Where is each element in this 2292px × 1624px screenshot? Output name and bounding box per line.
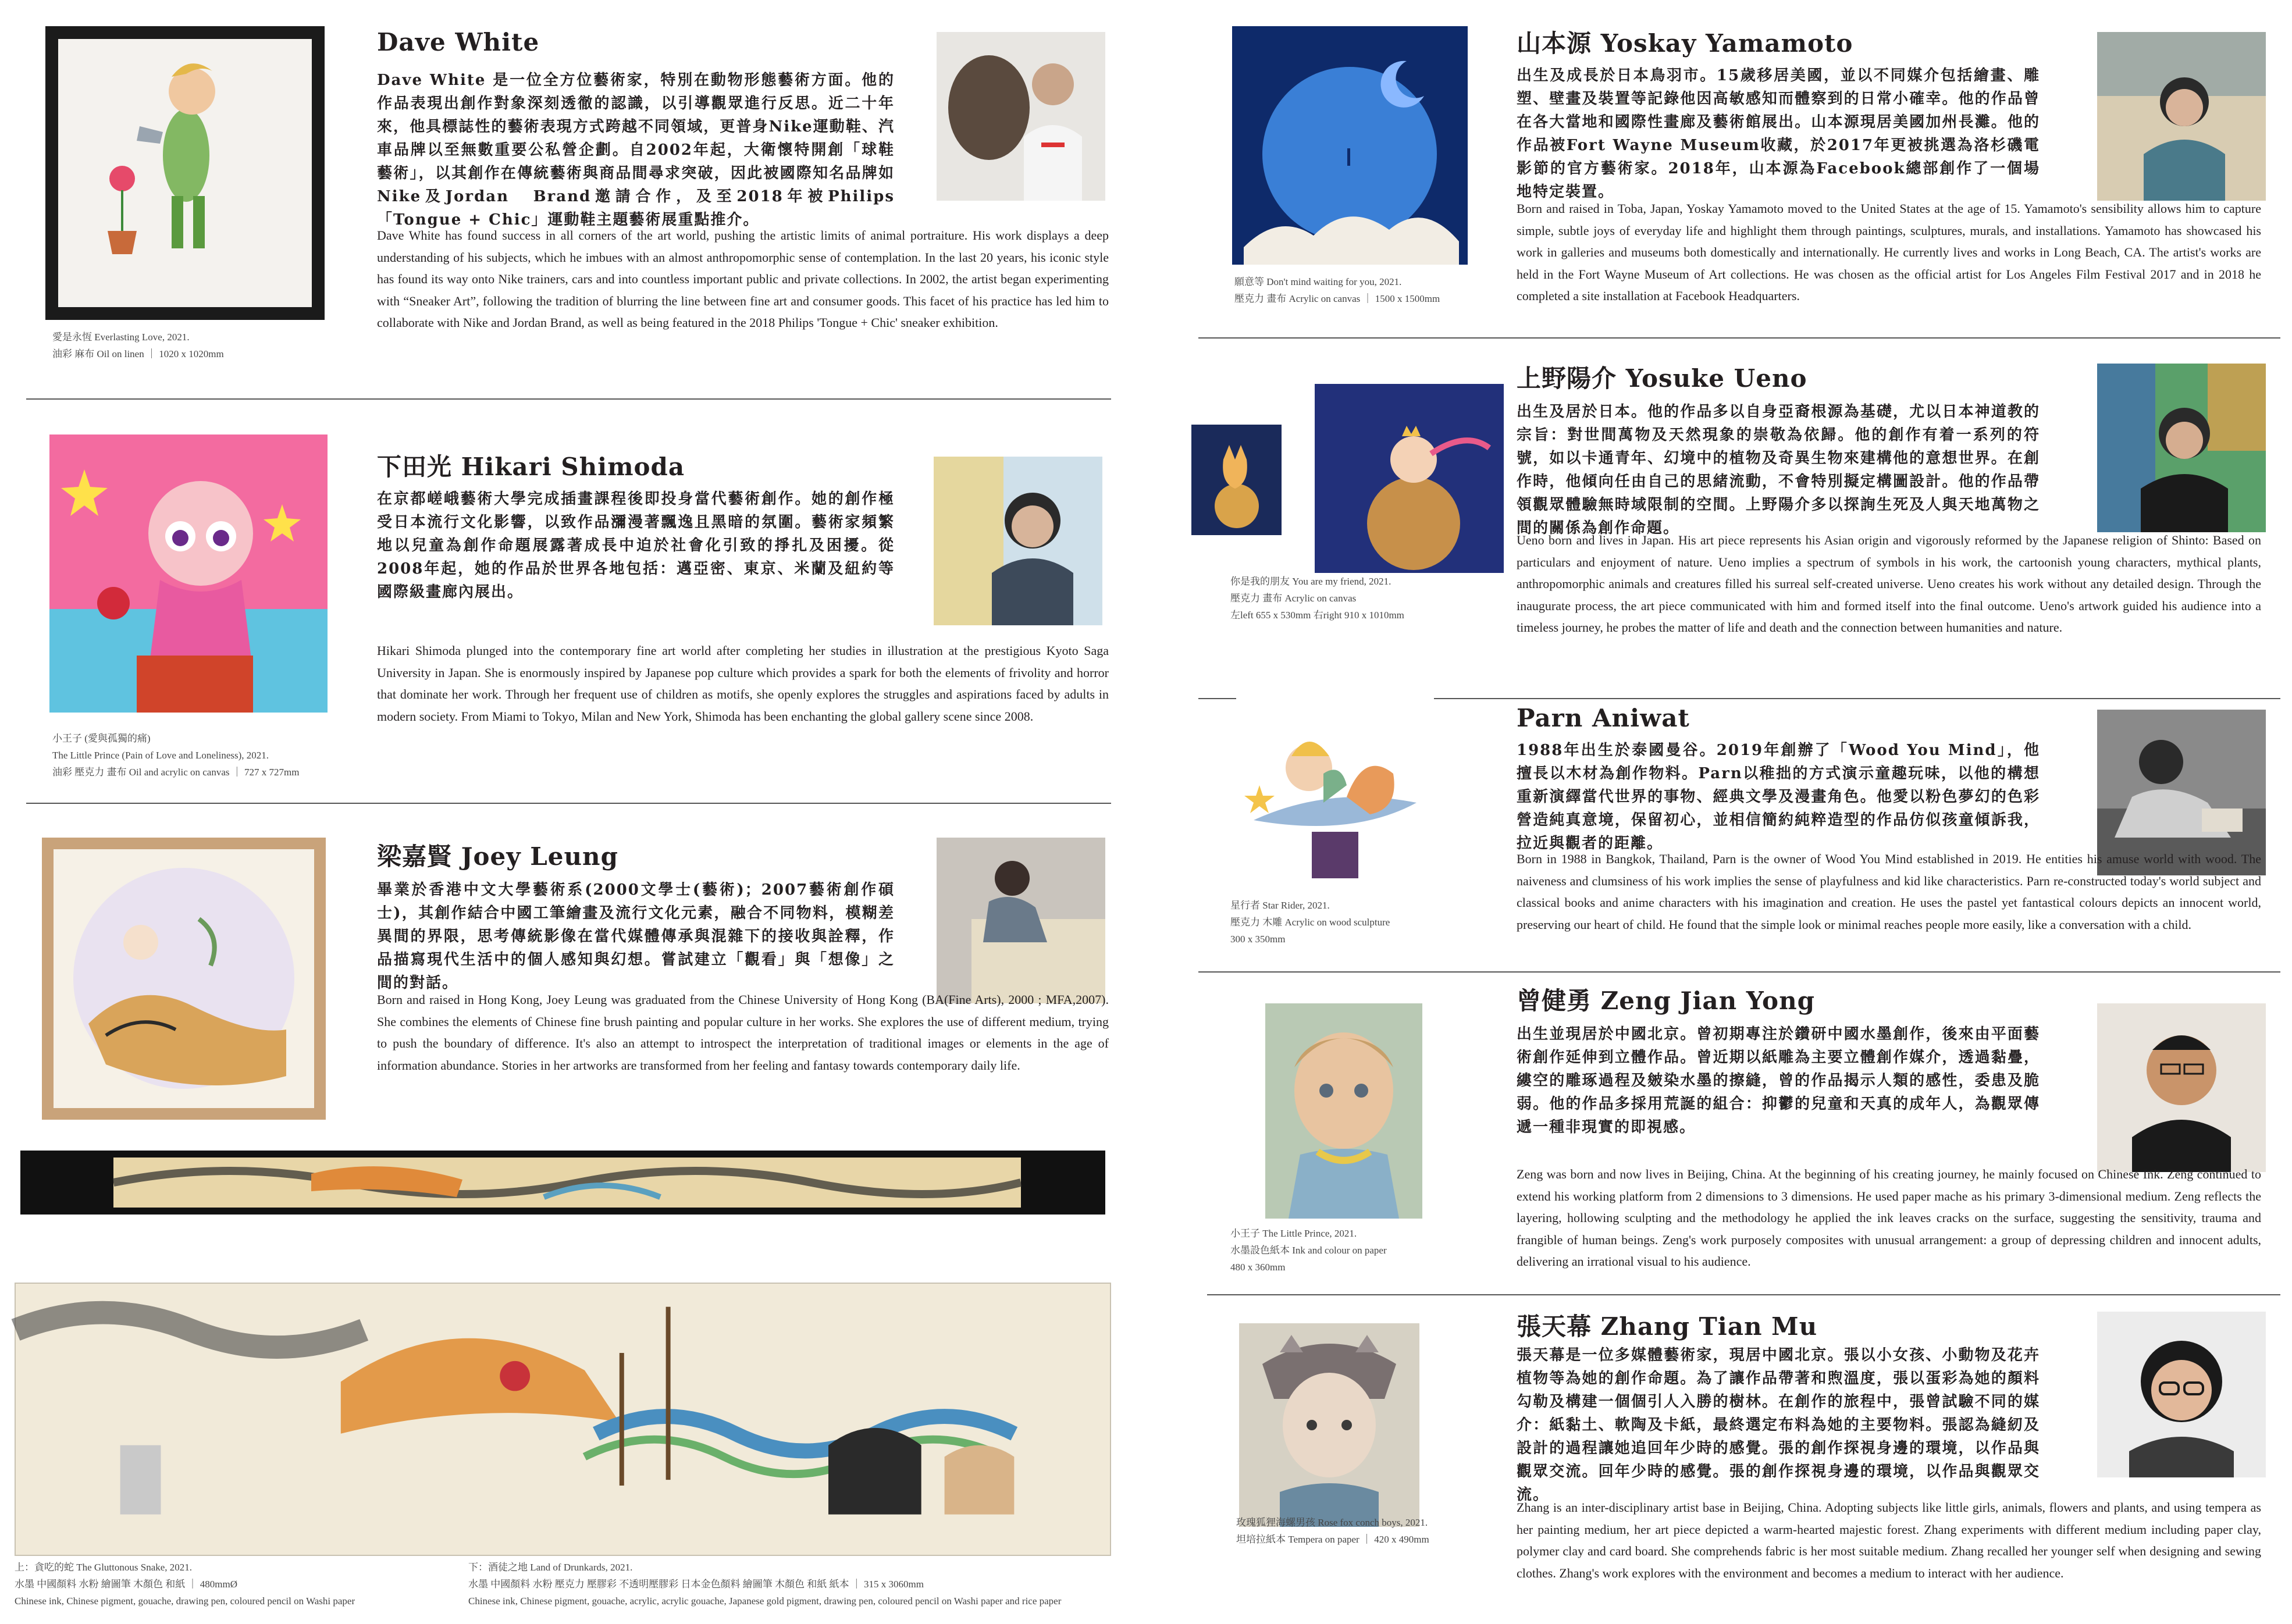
caption-title: 願意等 Don't mind waiting for you, 2021.: [1234, 276, 1402, 287]
portrait-image: [934, 457, 1102, 625]
caption-joey-leung-upper: [15, 1559, 355, 1609]
you-are-my-friend-left-painting: [1191, 425, 1282, 535]
artist-portrait-zeng-jian-yong: [2097, 1003, 2266, 1172]
caption-medium-zh: 水墨 中國顏料 水粉 壓克力 壓膠彩 不透明壓膠彩 日本金色顏料 繪圖筆 木顏色 和紙 紙本 ｜ 315 x 3060mm: [468, 1579, 924, 1590]
caption-title-zh: 小王子 (愛與孤獨的痛): [52, 733, 151, 744]
artwork-scroll-rolled: [20, 1151, 1105, 1215]
you-are-my-friend-right-painting: [1315, 384, 1504, 573]
section-divider: [26, 803, 1111, 804]
artist-portrait-yosuke-ueno: [2097, 364, 2266, 532]
artist-bio-chinese: 1988年出生於泰國曼谷。2019年創辦了「Wood You Mind」，他擅長以木材為創作物料。Parn以稚拙的方式演示童趣玩味，以他的構想重新演繹當代世界的事物、經典文學及漫畫角色。他愛以粉色夢幻的色彩營造純真意境，保留初心，並相信簡約純粹造型的作品仿似孩童傾訴我，拉近與觀者的距離。: [1517, 742, 2040, 852]
little-prince-zeng-painting: [1265, 1003, 1422, 1219]
artist-name: 下田光 Hikari Shimoda: [377, 453, 685, 481]
artist-name: Parn Aniwat: [1517, 704, 1690, 732]
artist-bio-chinese: 在京都嵯峨藝術大學完成插畫課程後即投身當代藝術創作。她的創作極受日本流行文化影響，以致作品瀰漫著飄逸且黑暗的氛圍。藝術家頻繁地以兒童為創作命題展露著成長中迫於社會化引致的掙扎及困擾。從2008年起，她的作品於世界各地包括：邁亞密、東京、米蘭及紐約等國際級畫廊內展出。: [377, 490, 895, 601]
artist-portrait-yoskay-yamamoto: [2097, 32, 2266, 201]
artist-name: 梁嘉賢 Joey Leung: [377, 842, 618, 871]
caption-title: 愛是永恆 Everlasting Love, 2021.: [52, 332, 190, 343]
artwork-gluttonous-snake: [42, 838, 326, 1120]
artist-yosuke-ueno: [1198, 337, 2292, 698]
caption-yoskay-yamamoto: [1234, 273, 1440, 307]
portrait-image: [2097, 1312, 2266, 1477]
artist-parn-aniwat: [1198, 698, 2292, 971]
caption-title: 星行者 Star Rider, 2021.: [1230, 900, 1330, 911]
caption-zhang-tian-mu: [1236, 1514, 1429, 1548]
artist-bio-english: Dave White has found success in all corners of the art world, pushing the artistic limits of animal portraiture. His work displays a deep understanding of his subjects, which he imbues with an almost anthropomorphic sense of contemplation. In the last 20 years, his iconic style has found its way onto Nike trainers, cars and into countless important public and private collections. In 2002, the artist began experimenting with “Sneaker Art”, following the tradition of blurring the line between fine art and consumer goods. This facet of his practice has led him to collaborate with Nike and Jordan Brand, as well as being featured in the 2018 Philips 'Tongue + Chic' sneaker exhibition.: [377, 228, 1109, 330]
caption-dimensions: 左left 655 x 530mm 右right 910 x 1010mm: [1230, 610, 1404, 621]
artist-bio-chinese: 出生及成長於日本鳥羽市。15歲移居美國，並以不同媒介包括繪畫、雕塑、壁畫及裝置等記錄他因高敏感知而體察到的日常小確幸。他的作品曾在各大當地和國際性畫廊及藝術館展出。山本源現居美國加州長灘。他的作品被Fort Wayne Museum收藏，於2017年更被挑選為洛杉磯電影節的官方藝術家。2018年，山本源為Facebook總部創作了一個場地特定裝置。: [1517, 67, 2040, 201]
artist-bio-english: Zeng was born and now lives in Beijing, China. At the beginning of his creating journey, he mainly focused on Chinese Ink. Zeng continued to extend his working platform from 2 dimensions to 3 dimensions. He used paper mache as his primary 3-dimensional medium. Zeng reflects the layering, hollowing sculpting and the methodology he applied the ink leaves cracks on the surface, suggesting the sensitivity, trauma and frangible of human beings. Zeng's work purposely composites with unusual arrangement: a group of depressing children and innocent adults, delivering an irrational visual to his audience.: [1517, 1167, 2261, 1269]
artist-portrait-joey-leung: [937, 838, 1105, 1003]
artwork-dont-mind-waiting: [1232, 26, 1468, 265]
artist-bio-english: Born and raised in Hong Kong, Joey Leung was graduated from the Chinese University of Hong Kong (BA(Fine Arts), 2000 ; MFA,2007). She combines the elements of Chinese fine brush painting and popular culture in her works. She explores the use of different medium, trying to push the boundary of difference. It's also an attempt to introspect the interpretation of traditional images or elements in the age of information abundance. Stories in her artworks are transformed from her feeling and fantasy towards contemporary daily life.: [377, 992, 1109, 1073]
artwork-you-are-my-friend-right: [1315, 384, 1504, 573]
caption-joey-leung-lower: [468, 1559, 1061, 1609]
portrait-image: [2097, 364, 2266, 532]
portrait-image: [937, 32, 1105, 201]
caption-dimensions: 480 x 360mm: [1230, 1262, 1286, 1273]
caption-yosuke-ueno: [1230, 573, 1404, 624]
portrait-image: [2097, 32, 2266, 201]
artwork-little-prince-zeng: [1265, 1003, 1422, 1219]
artist-bio-english: Born in 1988 in Bangkok, Thailand, Parn is the owner of Wood You Mind established in 2019. He entities his amuse world with wood. The naiveness and clumsiness of his work implies the sense of playfulness and kid like characteristics. Parn re-constructed today's world subject and classical books and anime characters with his imagination and creation. He uses the pastel yet fantastical colours depicts an innocent world, preserving our heart of child. He found that the simple look or minimal reaches people more easily, like a conversation with a child.: [1517, 852, 2261, 932]
artist-portrait-dave-white: [937, 32, 1105, 201]
artist-joey-leung: [0, 809, 1117, 1624]
artwork-star-rider: [1236, 698, 1434, 896]
little-prince-painting: [49, 435, 328, 713]
star-rider-sculpture: [1236, 698, 1434, 896]
section-divider: [26, 398, 1111, 400]
artist-portrait-hikari-shimoda: [934, 457, 1102, 625]
artist-bio-chinese: 出生並現居於中國北京。曾初期專注於鑽研中國水墨創作，後來由平面藝術創作延伸到立體作品。曾近期以紙雕為主要立體創作媒介，透過黏疊，縷空的雕琢過程及皴染水墨的擦縫，曾的作品揭示人類的感性，委患及脆弱。他的作品多採用荒誕的組合：抑鬱的兒童和天真的成年人，為觀眾傳遞一種非現實的即視感。: [1517, 1025, 2040, 1136]
artist-portrait-zhang-tian-mu: [2097, 1312, 2266, 1477]
artist-yoskay-yamamoto: [1198, 0, 2292, 337]
artwork-rose-fox-conch-boys: [1239, 1323, 1419, 1527]
artwork-little-prince-pain-of-love: [49, 435, 328, 713]
everlasting-love-painting: [58, 39, 312, 307]
caption-medium: 壓克力 木雕 Acrylic on wood sculpture: [1230, 917, 1390, 928]
artist-name: 張天幕 Zhang Tian Mu: [1517, 1312, 1818, 1341]
artist-name: Dave White: [377, 28, 540, 56]
artist-name: 曾健勇 Zeng Jian Yong: [1517, 986, 1815, 1015]
caption-medium: 油彩 麻布 Oil on linen ｜ 1020 x 1020mm: [52, 348, 224, 359]
portrait-image: [2097, 1003, 2266, 1172]
artwork-everlasting-love: [45, 26, 325, 320]
artist-zhang-tian-mu: [1198, 1294, 2292, 1624]
caption-zeng-jian-yong: [1230, 1225, 1387, 1276]
artist-bio-chinese: Dave White 是一位全方位藝術家，特別在動物形態藝術方面。他的作品表現出創作對象深刻透徹的認識，以引導觀眾進行反思。近二十年來，他具標誌性的藝術表現方式跨越不同領域，更普身Nike運動鞋、汽車品牌以至無數重要公私營企劃。自2002年起，大衛懷特開創「球鞋藝術」，以其創作在傳統藝術與商品間尋求突破，因此被國際知名品牌如Nike及Jordan Brand邀請合作，及至2018年被Philips「Tongue + Chic」運動鞋主題藝術展重點推介。: [377, 72, 895, 229]
caption-title: 上：貪吃的蛇 The Gluttonous Snake, 2021.: [15, 1562, 193, 1573]
caption-medium: 水墨設色紙本 Ink and colour on paper: [1230, 1245, 1387, 1256]
artist-bio-english: Zhang is an inter-disciplinary artist base in Beijing, China. Adopting subjects like little girls, animals, flowers and plants, and using tempera as her painting medium, her art piece depicted a warm-hearted majestic forest. Zhang experiments with different medium including paper clay, polymer clay and card board. She comprehends fabric is her most suitable medium. Zhang recalled her younger self when designing and sewing clothes. Zhang's work explores with the environment and becomes a medium to interact with her audience.: [1517, 1500, 2261, 1580]
left-page: [0, 0, 1117, 1624]
caption-medium: 壓克力 畫布 Acrylic on canvas ｜ 1500 x 1500mm: [1234, 293, 1440, 304]
right-page: [1198, 0, 2292, 1624]
caption-title: 小王子 The Little Prince, 2021.: [1230, 1228, 1357, 1239]
artist-bio-chinese: 出生及居於日本。他的作品多以自身亞裔根源為基礎，尤以日本神道教的宗旨：對世間萬物及天然現象的崇敬為依歸。他的創作有着一系列的符號，如以卡通青年、幻境中的植物及奇異生物來建構他的意想世界。在創作時，他傾向任由自己的思緒流動，不會特別擬定構圖設計。他的作品帶領觀眾體驗無時域限制的空間。上野陽介多以探詢生死及人與天地萬物之間的關係為創作命題。: [1517, 403, 2040, 537]
artist-name: 上野陽介 Yosuke Ueno: [1517, 364, 1807, 393]
caption-title: 你是我的朋友 You are my friend, 2021.: [1230, 576, 1391, 587]
artist-bio-english: Born and raised in Toba, Japan, Yoskay Yamamoto moved to the United States at the age of 15. Yamamoto's sensibility allows him to capture simple, subtle joys of everyday life and highlight them through paintings, sculptures, murals, and installations. Yamamoto has showcased his work in galleries and museums both domestically and internationally. He currently lives and works in Long Beach, CA. The artist's works are held in the Fort Wayne Museum of Art collections. He was chosen as the official artist for Los Angeles Film Festival 2017 and in 2018 he completed a site installation at Facebook Headquarters.: [1517, 201, 2261, 303]
caption-title: 下：酒徒之地 Land of Drunkards, 2021.: [468, 1562, 633, 1573]
artist-dave-white: [0, 0, 1117, 401]
artist-bio-chinese: 張天幕是一位多媒體藝術家，現居中國北京。張以小女孩、小動物及花卉植物等為她的創作命題。為了讓作品帶著和煦溫度，張以蛋彩為她的顏料勾勒及構建一個個引人入勝的樹林。在創作的旅程中，張曾試驗不同的媒介：紙黏土、軟陶及卡紙，最終選定布料為她的主要物料。張認為縫紉及設計的過程讓她追回年少時的感覺。張的創作探視身邊的環境，以作品與觀眾交流。回年少時的感覺。張的創作探視身邊的環境，以作品與觀眾交流。: [1517, 1347, 2040, 1504]
caption-title: The Little Prince (Pain of Love and Loneliness), 2021.: [52, 750, 269, 761]
caption-medium: 油彩 壓克力 畫布 Oil and acrylic on canvas ｜ 727 x 727mm: [52, 767, 300, 778]
artist-hikari-shimoda: [0, 401, 1117, 809]
portrait-image: [937, 838, 1105, 1003]
caption-medium: Chinese ink, Chinese pigment, gouache, acrylic, acrylic gouache, Japanese gold pigment, drawing pen, coloured pencil on Washi paper and rice paper: [468, 1595, 1062, 1607]
rose-fox-conch-boys-painting: [1239, 1323, 1419, 1527]
caption-dimensions: 300 x 350mm: [1230, 934, 1286, 945]
artist-bio-english: Ueno born and lives in Japan. His art piece represents his Asian origin and vigorously reformed by the Japanese religion of Shinto: Based on particulars and enjoyment of nature. Ueno implies a spectrum of symbols in his work, the cartoonish young characters, mythical plants, anthropomorphic animals and creatures filled his surreal self-created universe. Ueno creates his work without any detailed design. Through the inaugurate process, the art piece communicated with him and formed itself into the final outcome. Ueno's artwork guided his audience into a timeless journey, he probes the matter of life and death and the connection between humanities and nature.: [1517, 533, 2261, 635]
caption-dave-white: [52, 329, 224, 362]
artist-name: 山本源 Yoskay Yamamoto: [1517, 29, 1853, 58]
artist-bio-english: Hikari Shimoda plunged into the contemporary fine art world after completing her studies in illustration at the prestigious Kyoto Saga University in Japan. She is enormously inspired by Japanese pop culture which provides a spark for both the elements of frivolity and horror that dominate her work. Through her frequent use of children as motifs, she openly explores the struggles and aspirations faced by adults in modern society. From Miami to Tokyo, Milan and New York, Shimoda has been enchanting the global gallery scene since 2008.: [377, 643, 1109, 724]
caption-medium: 壓克力 畫布 Acrylic on canvas: [1230, 593, 1357, 604]
dont-mind-waiting-painting: [1232, 26, 1468, 265]
gluttonous-snake-painting: [54, 849, 314, 1108]
caption-medium: Chinese ink, Chinese pigment, gouache, drawing pen, coloured pencil on Washi paper: [15, 1595, 355, 1607]
artwork-you-are-my-friend-left: [1191, 425, 1282, 535]
caption-title: 玫瑰狐狸海螺男孩 Rose fox conch boys, 2021.: [1236, 1517, 1428, 1528]
artist-zeng-jian-yong: [1198, 971, 2292, 1294]
caption-parn-aniwat: [1230, 897, 1390, 948]
caption-medium-zh: 水墨 中國顏料 水粉 繪圖筆 木顏色 和紙 ｜ 480mmØ: [15, 1579, 237, 1590]
artwork-land-of-drunkards: [15, 1283, 1111, 1556]
land-of-drunkards-painting: [16, 1284, 1110, 1555]
caption-hikari-shimoda: [52, 730, 299, 781]
scroll-image: [20, 1151, 1105, 1215]
artist-bio-chinese: 畢業於香港中文大學藝術系(2000文學士(藝術)；2007藝術創作碩士)，其創作結合中國工筆繪畫及流行文化元素，融合不同物料，模糊差異間的界限，思考傳統影像在當代媒體傳承與混雜下的接收與詮釋，作品描寫現代生活中的個人感知與幻想。嘗試建立「觀看」與「想像」之間的對話。: [377, 881, 895, 992]
caption-medium: 坦培拉紙本 Tempera on paper ｜ 420 x 490mm: [1236, 1534, 1429, 1545]
